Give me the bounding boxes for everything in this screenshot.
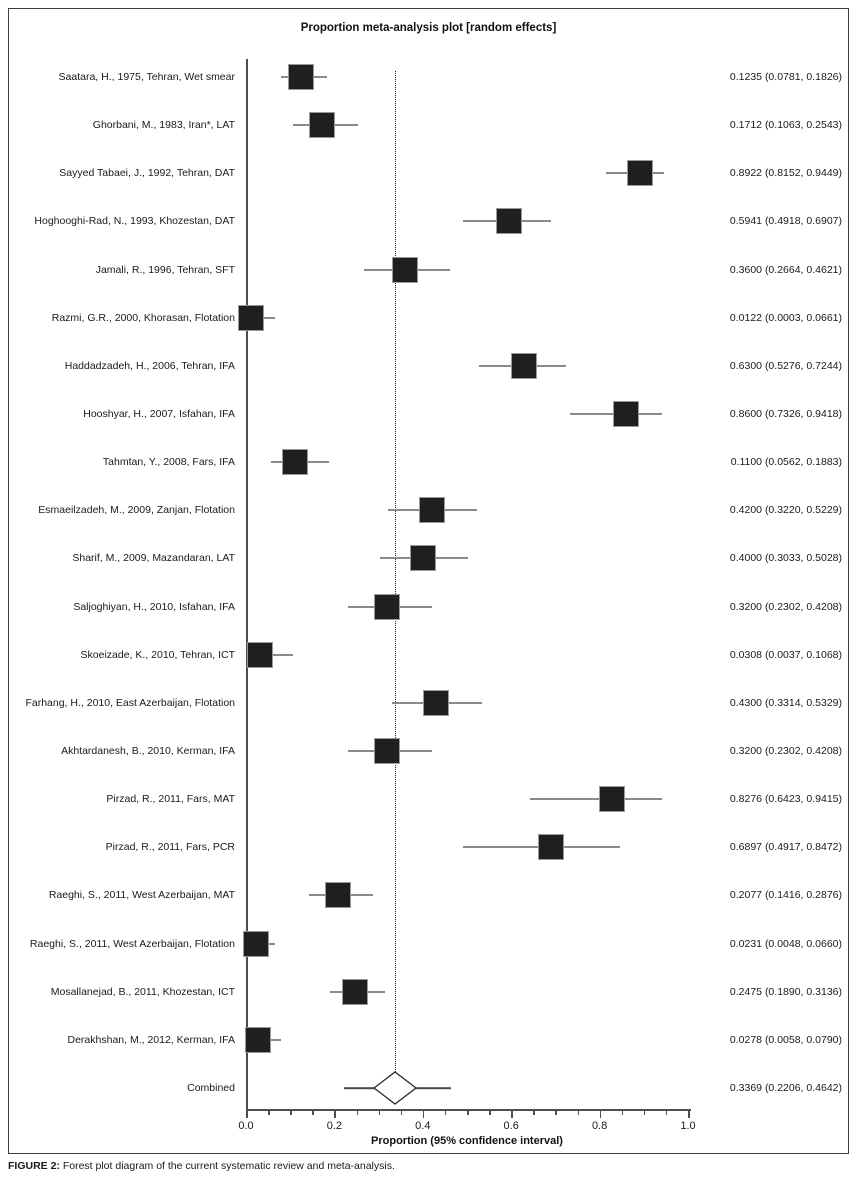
study-label: Saljoghiyan, H., 2010, Isfahan, IFA — [73, 600, 235, 613]
estimate-square-marker — [496, 208, 522, 234]
study-label: Pirzad, R., 2011, Fars, PCR — [105, 841, 235, 854]
estimate-square-marker — [419, 497, 445, 523]
study-estimate-value: 0.2475 (0.1890, 0.3136) — [729, 985, 842, 998]
x-axis-tick-label: 0.8 — [591, 1120, 608, 1132]
study-estimate-value: 0.3200 (0.2302, 0.4208) — [729, 744, 842, 757]
study-label: Pirzad, R., 2011, Fars, MAT — [106, 793, 235, 806]
study-estimate-value: 0.3600 (0.2664, 0.4621) — [729, 263, 842, 276]
study-label: Tahmtan, Y., 2008, Fars, IFA — [102, 456, 235, 469]
study-label: Hoghooghi-Rad, N., 1993, Khozestan, DAT — [34, 215, 235, 228]
combined-label: Combined — [187, 1081, 235, 1094]
x-axis-minor-tick — [290, 1111, 292, 1115]
x-axis-minor-tick — [555, 1111, 557, 1115]
study-estimate-value: 0.4200 (0.3220, 0.5229) — [729, 504, 842, 517]
study-label: Sayyed Tabaei, J., 1992, Tehran, DAT — [59, 167, 235, 180]
x-axis-minor-tick — [357, 1111, 359, 1115]
study-label: Farhang, H., 2010, East Azerbaijan, Flotation — [25, 696, 235, 709]
figure-caption-text: Forest plot diagram of the current systematic review and meta-analysis. — [59, 1160, 395, 1172]
study-estimate-value: 0.0231 (0.0048, 0.0660) — [729, 937, 842, 950]
x-axis-minor-tick — [312, 1111, 314, 1115]
x-axis-tick-label: 0.2 — [326, 1120, 343, 1132]
x-axis-minor-tick — [445, 1111, 447, 1115]
estimate-square-marker — [392, 257, 418, 283]
x-axis-minor-tick — [268, 1111, 270, 1115]
study-estimate-value: 0.6897 (0.4917, 0.8472) — [729, 841, 842, 854]
x-axis-minor-tick — [379, 1111, 381, 1115]
study-estimate-value: 0.0278 (0.0058, 0.0790) — [729, 1033, 842, 1046]
x-axis-tick-label: 0.6 — [503, 1120, 519, 1132]
forest-plot-figure — [8, 8, 849, 1154]
x-axis-major-tick — [600, 1111, 602, 1118]
estimate-square-marker — [342, 979, 368, 1005]
estimate-square-marker — [627, 160, 653, 186]
estimate-square-marker — [538, 834, 564, 860]
study-label: Jamali, R., 1996, Tehran, SFT — [95, 263, 235, 276]
study-label: Raeghi, S., 2011, West Azerbaijan, Flotation — [29, 937, 235, 950]
estimate-square-marker — [410, 545, 436, 571]
study-label: Haddadzadeh, H., 2006, Tehran, IFA — [64, 359, 235, 372]
study-estimate-value: 0.6300 (0.5276, 0.7244) — [729, 359, 842, 372]
study-label: Skoeizade, K., 2010, Tehran, ICT — [80, 648, 235, 661]
study-label: Razmi, G.R., 2000, Khorasan, Flotation — [51, 311, 235, 324]
combined-reference-line — [395, 71, 396, 1088]
study-estimate-value: 0.2077 (0.1416, 0.2876) — [729, 889, 842, 902]
study-label: Akhtardanesh, B., 2010, Kerman, IFA — [61, 744, 235, 757]
estimate-square-marker — [282, 449, 308, 475]
study-label: Derakhshan, M., 2012, Kerman, IFA — [67, 1033, 235, 1046]
estimate-square-marker — [288, 64, 314, 90]
study-label: Ghorbani, M., 1983, Iran*, LAT — [92, 119, 235, 132]
estimate-square-marker — [238, 305, 264, 331]
x-axis-major-tick — [688, 1111, 690, 1118]
study-estimate-value: 0.1712 (0.1063, 0.2543) — [729, 119, 842, 132]
study-label: Raeghi, S., 2011, West Azerbaijan, MAT — [48, 889, 235, 902]
x-axis-minor-tick — [578, 1111, 580, 1115]
estimate-square-marker — [423, 690, 449, 716]
x-axis-tick-label: 0.0 — [238, 1120, 254, 1132]
x-axis-tick-label: 0.4 — [415, 1120, 431, 1132]
estimate-square-marker — [245, 1027, 271, 1053]
x-axis-major-tick — [334, 1111, 336, 1118]
estimate-square-marker — [599, 786, 625, 812]
estimate-square-marker — [511, 353, 537, 379]
study-estimate-value: 0.1100 (0.0562, 0.1883) — [730, 456, 842, 469]
x-axis-minor-tick — [467, 1111, 469, 1115]
study-estimate-value: 0.1235 (0.0781, 0.1826) — [729, 71, 842, 83]
study-label: Sharif, M., 2009, Mazandaran, LAT — [72, 552, 235, 565]
study-estimate-value: 0.3200 (0.2302, 0.4208) — [729, 600, 842, 613]
x-axis-minor-tick — [489, 1111, 491, 1115]
study-estimate-value: 0.0122 (0.0003, 0.0661) — [729, 311, 842, 324]
estimate-square-marker — [243, 931, 269, 957]
study-estimate-value: 0.0308 (0.0037, 0.1068) — [729, 648, 842, 661]
estimate-square-marker — [374, 738, 400, 764]
study-estimate-value: 0.4300 (0.3314, 0.5329) — [729, 696, 842, 709]
x-axis-tick-label: 1.0 — [680, 1120, 696, 1132]
study-estimate-value: 0.8922 (0.8152, 0.9449) — [729, 167, 842, 180]
combined-estimate-value: 0.3369 (0.2206, 0.4642) — [729, 1081, 842, 1094]
study-label: Mosallanejad, B., 2011, Khozestan, ICT — [50, 985, 235, 998]
study-label: Esmaeilzadeh, M., 2009, Zanjan, Flotation — [38, 504, 235, 517]
study-estimate-value: 0.8600 (0.7326, 0.9418) — [729, 407, 842, 420]
x-axis-major-tick — [423, 1111, 425, 1118]
estimate-square-marker — [325, 882, 351, 908]
study-label: Hooshyar, H., 2007, Isfahan, IFA — [83, 407, 235, 420]
x-axis-major-tick — [246, 1111, 248, 1118]
x-axis-minor-tick — [644, 1111, 646, 1115]
estimate-square-marker — [247, 642, 273, 668]
figure-caption — [8, 1160, 848, 1172]
plot-title: Proportion meta-analysis plot [random effects] — [300, 22, 557, 34]
combined-diamond-marker — [372, 1070, 418, 1106]
x-axis-title: Proportion (95% confidence interval) — [371, 1135, 563, 1147]
estimate-square-marker — [374, 594, 400, 620]
study-estimate-value: 0.4000 (0.3033, 0.5028) — [729, 552, 842, 565]
x-axis-major-tick — [511, 1111, 513, 1118]
confidence-interval-line — [530, 798, 662, 800]
estimate-square-marker — [613, 401, 639, 427]
x-axis-minor-tick — [666, 1111, 668, 1115]
figure-caption-prefix: FIGURE 2: — [8, 1160, 60, 1172]
x-axis-minor-tick — [533, 1111, 535, 1115]
x-axis-minor-tick — [622, 1111, 624, 1115]
estimate-square-marker — [309, 112, 335, 138]
x-axis-minor-tick — [401, 1111, 403, 1115]
study-estimate-value: 0.8276 (0.6423, 0.9415) — [729, 793, 842, 806]
study-label: Saatara, H., 1975, Tehran, Wet smear — [58, 71, 235, 83]
study-estimate-value: 0.5941 (0.4918, 0.6907) — [729, 215, 842, 228]
